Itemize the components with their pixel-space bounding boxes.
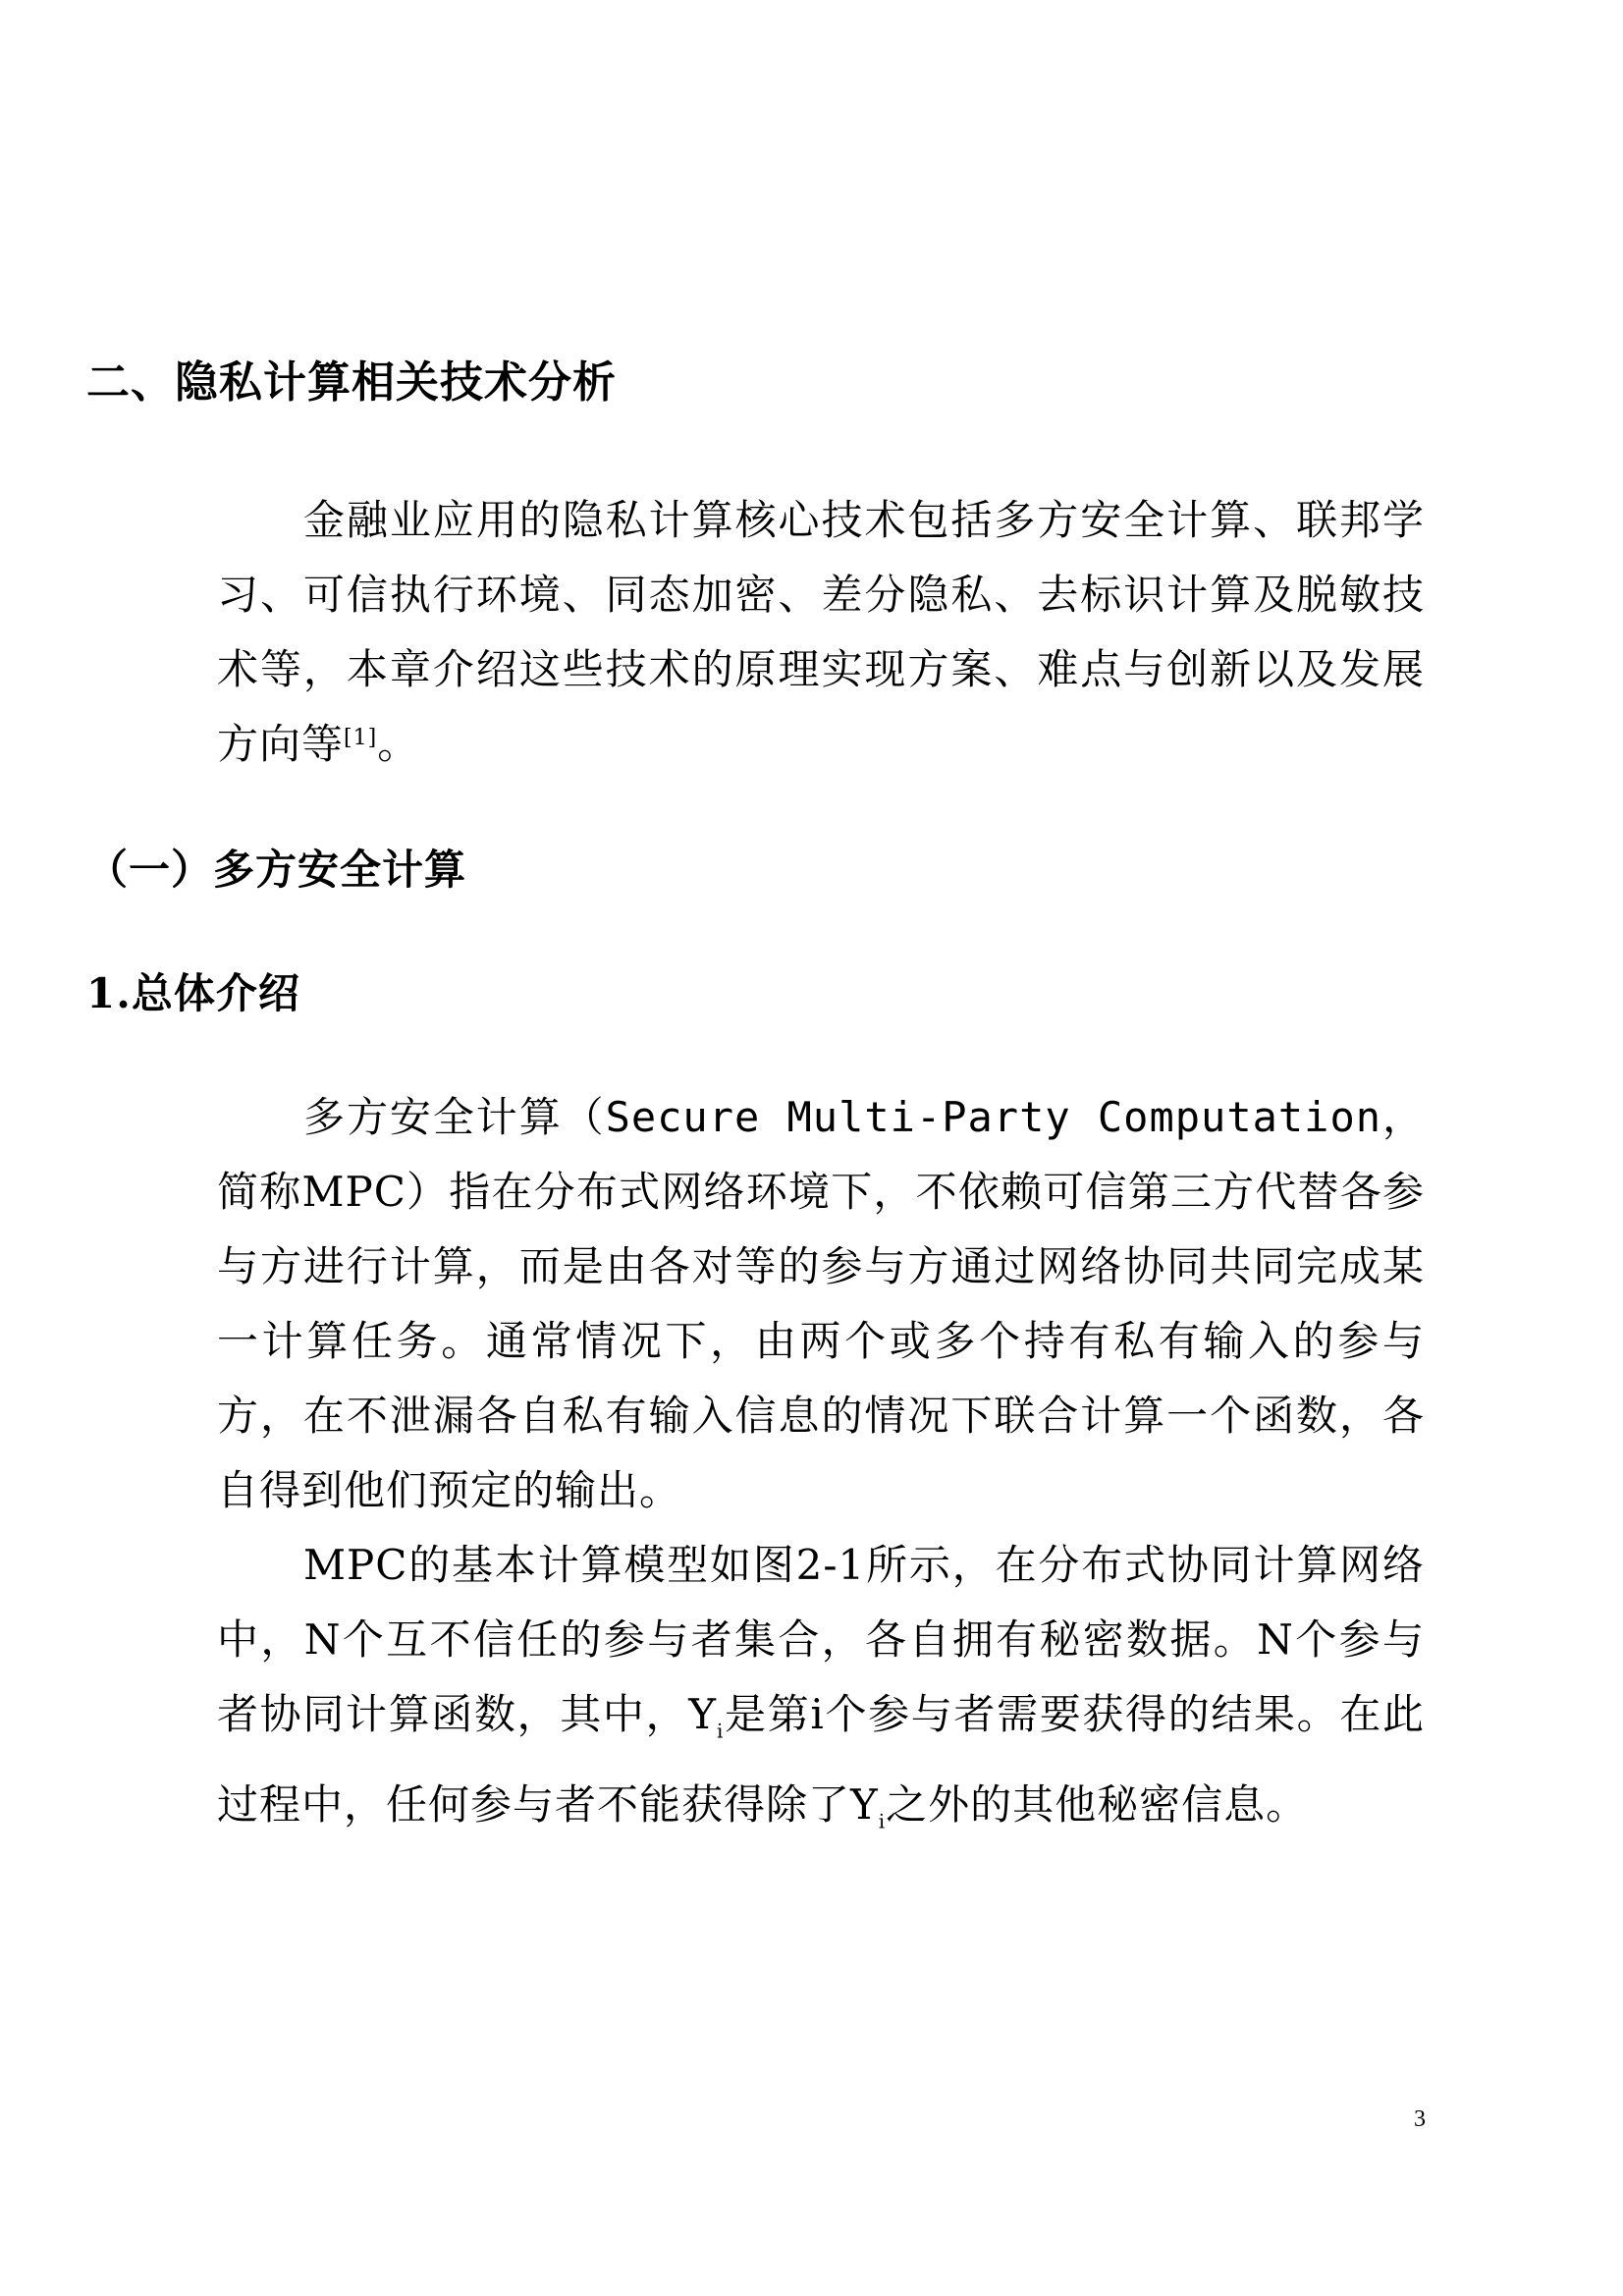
subsubsection-heading: 1.总体介绍 [86, 969, 300, 1017]
mpc-model-text-2: 所示，在分布式协同计算网络中， [217, 1541, 1425, 1664]
intro-text: 金融业应用的隐私计算核心技术包括多方安全计算、联邦学习、可信执行环境、同态加密、差分隐私、去标识计算及脱敏技术等，本章介绍这些技术的原理实现方案、难点与创新以及发展方向等 [217, 496, 1425, 768]
section-heading: 二、隐私计算相关技术分析 [86, 357, 617, 408]
reference-marker: [1] [344, 726, 378, 750]
mpc-abbr: MPC [301, 1168, 406, 1216]
intro-end: 。 [377, 720, 420, 768]
mpc-model-y-2-subscript: i [878, 1809, 887, 1833]
mpc-model-text-6: 个参与者需要获得的结果。在此过程中，任何参与者不能获得除了 [217, 1690, 1425, 1830]
intro-paragraph [217, 483, 1425, 782]
mpc-english-name: Secure Multi-Party Computation [605, 1093, 1382, 1141]
mpc-model-abbr: MPC [303, 1541, 408, 1589]
mpc-model-text-3: 个互不信任的参与者集合，各自拥有秘密数据。 [341, 1615, 1258, 1664]
mpc-model-text-4: 个参与者协同计算函数，其中， [217, 1615, 1425, 1738]
mpc-definition-part3: ）指在分布式网络环境下，不依赖可信第三方代替各参与方进行计算，而是由各对等的参与方通过网络协同共同完成某一计算任务。通常情况下，由两个或多个持有私有输入的参与方，在不泄漏各自私有输入信息的情况下联合计算一个函数，各自得到他们预定的输出。 [217, 1168, 1425, 1514]
mpc-model-text-1: 的基本计算模型如图 [407, 1541, 796, 1589]
mpc-model-i: i [810, 1690, 825, 1738]
mpc-model-n-1: N [303, 1615, 342, 1664]
mpc-model-y-2: Y [850, 1780, 879, 1830]
mpc-model-paragraph [217, 1528, 1425, 1859]
mpc-model-y-1: Y [688, 1690, 717, 1738]
mpc-model-text-7: 之外的其他秘密信息。 [886, 1780, 1309, 1830]
subsection-heading: （一）多方安全计算 [86, 846, 467, 894]
mpc-definition-part2: ，简称 [217, 1093, 1425, 1216]
mpc-model-y-1-subscript: i [716, 1719, 725, 1743]
mpc-model-text-5: 是第 [724, 1690, 811, 1738]
mpc-model-n-2: N [1257, 1615, 1294, 1664]
page-number: 3 [1414, 2106, 1426, 2132]
figure-reference: 2-1 [795, 1541, 866, 1589]
mpc-definition-paragraph [217, 1080, 1425, 1528]
mpc-definition-part1: 多方安全计算（ [303, 1093, 606, 1141]
